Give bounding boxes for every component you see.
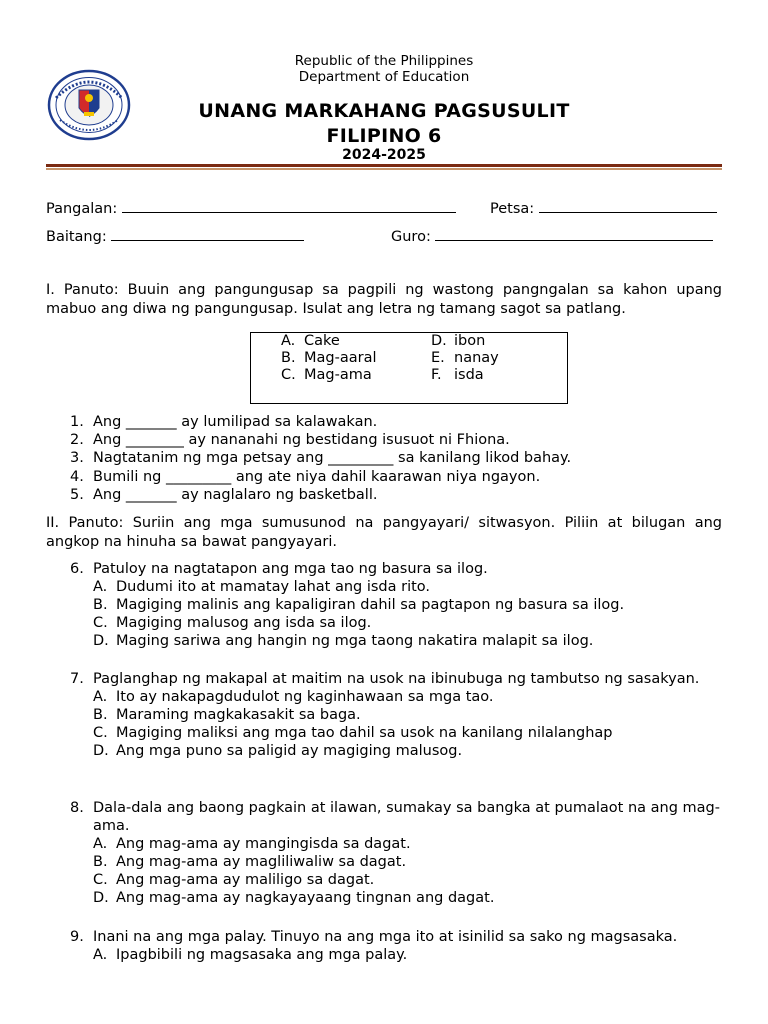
name-blank[interactable] (122, 199, 456, 213)
question-stem: Inani na ang mga palay. Tinuyo na ang mga ito at isinilid sa sako ng magsasaka. (93, 929, 678, 945)
question-9: 9. Inani na ang mga palay. Tinuyo na ang mga ito at isinilid sa sako ng magsasaka. A. Ipagbibili ng magsasaka ang mga palay. (70, 928, 720, 964)
name-label: Pangalan: (46, 201, 118, 217)
deped-seal-icon (46, 68, 132, 142)
option-d[interactable]: D. Ang mga puno sa paligid ay magiging malusog. (93, 743, 463, 759)
option-c[interactable]: C. Magiging malusog ang isda sa ilog. (93, 615, 372, 631)
department-line: Department of Education (298, 69, 470, 85)
question-stem: Patuloy na nagtatapon ang mga tao ng basura sa ilog. (93, 561, 488, 577)
grade-field (46, 227, 304, 245)
option-a[interactable]: A. Ito ay nakapagdudulot ng kaginhawaan sa mga tao. (93, 689, 494, 705)
choice-e: E. nanay (431, 350, 499, 366)
question-stem: Dala-dala ang baong pagkain at ilawan, sumakay sa bangka at pumalaot na ang mag-ama. (93, 800, 720, 834)
option-a[interactable]: A. Ipagbibili ng magsasaka ang mga palay. (93, 947, 408, 963)
option-d[interactable]: D. Ang mag-ama ay nagkayayaang tingnan ang dagat. (93, 890, 495, 906)
option-b[interactable]: B. Maraming magkakasakit sa baga. (93, 707, 361, 723)
deped-seal (46, 68, 132, 142)
question-stem: Paglanghap ng makapal at maitim na usok na ibinubuga ng tambutso ng sasakyan. (93, 671, 700, 687)
option-c[interactable]: C. Ang mag-ama ay maliligo sa dagat. (93, 872, 375, 888)
part1-instruction: I. Panuto: Buuin ang pangungusap sa pagpili ng wastong pangngalan sa kahon upang mabuo ang diwa ng pangungusap. Isulat ang letra ng tamang sagot sa patlang. (46, 282, 722, 317)
date-blank[interactable] (539, 199, 717, 213)
choice-b: B. Mag-aaral (281, 350, 377, 366)
teacher-label: Guro: (391, 229, 431, 245)
choice-d: D. ibon (431, 333, 486, 349)
header-rule-light (46, 168, 722, 170)
option-a[interactable]: A. Ang mag-ama ay mangingisda sa dagat. (93, 836, 411, 852)
choices-box (250, 332, 568, 404)
subject-title: FILIPINO 6 (326, 125, 442, 147)
question-8: 8. Dala-dala ang baong pagkain at ilawan, sumakay sa bangka at pumalaot na ang mag-ama. A. Ang mag-ama ay mangingisda sa dagat. B. Ang mag-ama ay magliliwaliw sa dagat. C. Ang mag-ama ay maliligo sa dagat. D. Ang mag-ama ay nagkayayaang tingnan ang dagat. (70, 800, 720, 906)
republic-line: Republic of the Philippines (294, 53, 474, 69)
teacher-field (391, 227, 713, 245)
grade-blank[interactable] (111, 227, 304, 241)
item-5: 5. Ang _______ ay naglalaro ng basketball. (70, 487, 378, 503)
item-1: 1. Ang _______ ay lumilipad sa kalawakan. (70, 414, 378, 430)
item-4: 4. Bumili ng _________ ang ate niya dahil kaarawan niya ngayon. (70, 469, 541, 485)
option-c[interactable]: C. Magiging maliksi ang mga tao dahil sa usok na kanilang nilalanghap (93, 725, 613, 741)
option-d[interactable]: D. Maging sariwa ang hangin ng mga taong nakatira malapit sa ilog. (93, 633, 594, 649)
teacher-blank[interactable] (435, 227, 713, 241)
choice-c: C. Mag-ama (281, 367, 372, 383)
question-6: 6. Patuloy na nagtatapon ang mga tao ng basura sa ilog. A. Dudumi ito at mamatay lahat ang isda rito. B. Magiging malinis ang kapaligiran dahil sa pagtapon ng basura sa ilog. C. Magiging malusog ang isda sa ilog. D. Maging sariwa ang hangin ng mga taong nakatira malapit sa ilog. (70, 560, 720, 650)
question-7: 7. Paglanghap ng makapal at maitim na usok na ibinubuga ng tambutso ng sasakyan. A. Ito ay nakapagdudulot ng kaginhawaan sa mga tao. B. Maraming magkakasakit sa baga. C. Magiging maliksi ang mga tao dahil sa usok na kanilang nilalanghap D. Ang mga puno sa paligid ay magiging malusog. (70, 670, 720, 760)
date-field (490, 199, 717, 217)
option-a[interactable]: A. Dudumi ito at mamatay lahat ang isda rito. (93, 579, 431, 595)
choice-f: F. isda (431, 367, 484, 383)
grade-label: Baitang: (46, 229, 107, 245)
date-label: Petsa: (490, 201, 535, 217)
item-2: 2. Ang ________ ay nananahi ng bestidang isusuot ni Fhiona. (70, 432, 510, 448)
name-field (46, 199, 456, 217)
item-3: 3. Nagtatanim ng mga petsay ang _________ sa kanilang likod bahay. (70, 450, 572, 466)
exam-title: UNANG MARKAHANG PAGSUSULIT (198, 100, 570, 122)
choice-a: A. Cake (281, 333, 340, 349)
school-year: 2024-2025 (342, 147, 426, 163)
option-b[interactable]: B. Magiging malinis ang kapaligiran dahil sa pagtapon ng basura sa ilog. (93, 597, 625, 613)
part2-instruction: II. Panuto: Suriin ang mga sumusunod na pangyayari/ sitwasyon. Piliin at bilugan ang angkop na hinuha sa bawat pangyayari. (46, 515, 722, 550)
option-b[interactable]: B. Ang mag-ama ay magliliwaliw sa dagat. (93, 854, 407, 870)
header-rule-dark (46, 164, 722, 167)
